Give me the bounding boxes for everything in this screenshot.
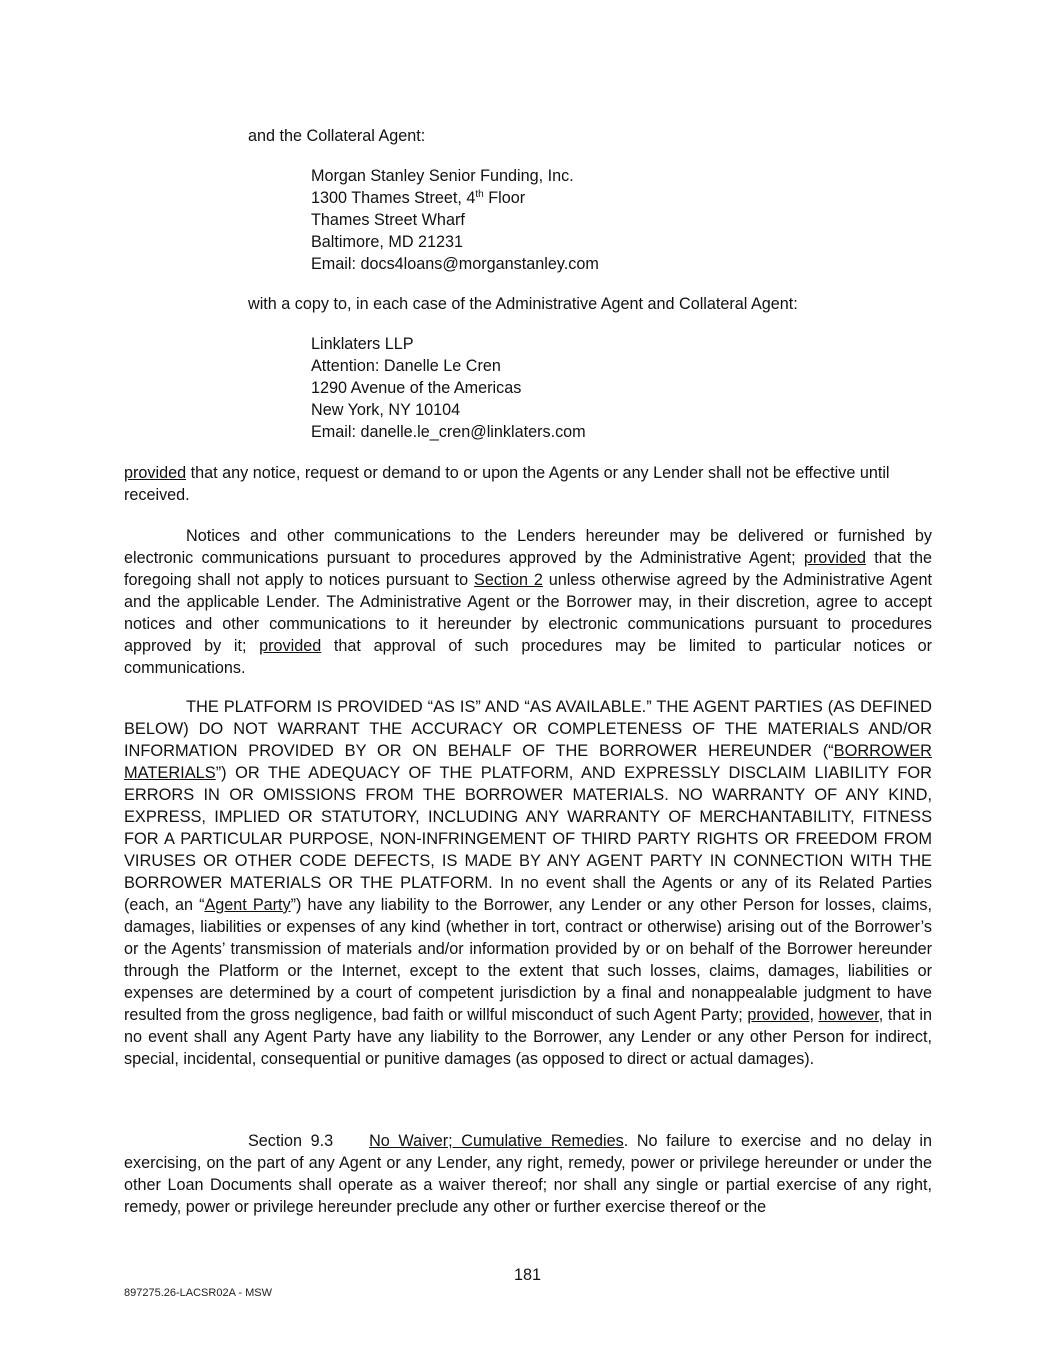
- collateral-agent-intro: and the Collateral Agent:: [248, 127, 426, 145]
- address-line: 1290 Avenue of the Americas: [311, 379, 522, 397]
- platform-disclaimer-paragraph: THE PLATFORM IS PROVIDED “AS IS” AND “AS AVAILABLE.” THE AGENT PARTIES (AS DEFINED BELOW) DO NOT WARRANT THE ACCURACY OR COMPLETENESS OF THE MATERIALS AND/OR INFORMATION PROVIDED BY OR ON BEHALF OF THE BORROWER HEREUNDER (“BORROWER MATERIALS”) OR THE ADEQUACY OF THE PLATFORM, AND EXPRESSLY DISCLAIM LIABILITY FOR ERRORS IN OR OMISSIONS FROM THE BORROWER MATERIALS. NO WARRANTY OF ANY KIND, EXPRESS, IMPLIED OR STATUTORY, INCLUDING ANY WARRANTY OF MERCHANTABILITY, FITNESS FOR A PARTICULAR PURPOSE, NON-INFRINGEMENT OF THIRD PARTY RIGHTS OR FREEDOM FROM VIRUSES OR OTHER CODE DEFECTS, IS MADE BY ANY AGENT PARTY IN CONNECTION WITH THE BORROWER MATERIALS OR THE PLATFORM. In no event shall the Agents or any of its Related Parties (each, an “Agent Party”) have any liability to the Borrower, any Lender or any other Person for losses, claims, damages, liabilities or expenses of any kind (whether in tort, contract or otherwise) arising out of the Borrower’s or the Agents’ transmission of materials and/or information provided by or on behalf of the Borrower hereunder through the Platform or the Internet, except to the extent that such losses, claims, damages, liabilities or expenses are determined by a court of competent jurisdiction by a final and nonappealable judgment to have resulted from the gross negligence, bad faith or willful misconduct of such Agent Party; provided, however, that in no event shall any Agent Party have any liability to the Borrower, any Lender or any other Person for indirect, special, incidental, consequential or punitive damages (as opposed to direct or actual damages).: [124, 698, 932, 1068]
- address-line: Thames Street Wharf: [311, 211, 465, 229]
- address-email: Email: docs4loans@morganstanley.com: [311, 255, 599, 273]
- section-9-3: Section 9.3 No Waiver; Cumulative Remedies. No failure to exercise and no delay in exercising, on the part of any Agent or any Lender, any right, remedy, power or privilege hereunder or under the other Loan Documents shall operate as a waiver thereof; nor shall any single or partial exercise of any right, remedy, power or privilege hereunder preclude any other or further exercise thereof or the: [124, 1132, 932, 1216]
- address-line: Linklaters LLP: [311, 335, 414, 353]
- section-heading: No Waiver; Cumulative Remedies: [369, 1132, 624, 1150]
- address-line: Morgan Stanley Senior Funding, Inc.: [311, 167, 574, 185]
- address-line: 1300 Thames Street, 4th Floor: [311, 189, 526, 207]
- notices-paragraph: Notices and other communications to the Lenders hereunder may be delivered or furnished by electronic communications pursuant to procedures approved by the Administrative Agent; provided that the foregoing shall not apply to notices pursuant to Section 2 unless otherwise agreed by the Administrative Agent and the applicable Lender. The Administrative Agent or the Borrower may, in their discretion, agree to accept notices and other communications to it hereunder by electronic communications pursuant to procedures approved by it; provided that approval of such procedures may be limited to particular notices or communications.: [124, 527, 933, 677]
- linklaters-address: [311, 333, 586, 443]
- address-line: New York, NY 10104: [311, 401, 461, 419]
- address-line: Attention: Danelle Le Cren: [311, 357, 501, 375]
- copy-to-intro: with a copy to, in each case of the Administrative Agent and Collateral Agent:: [248, 295, 798, 313]
- address-line: Baltimore, MD 21231: [311, 233, 464, 251]
- collateral-agent-address: [311, 165, 599, 275]
- section-number: Section 9.3: [248, 1132, 334, 1150]
- provided-paragraph: provided that any notice, request or demand to or upon the Agents or any Lender shall not be effective until received.: [124, 464, 890, 504]
- document-footer-code: 897275.26-LACSR02A - MSW: [124, 1287, 272, 1299]
- address-email: Email: danelle.le_cren@linklaters.com: [311, 423, 586, 441]
- page-number: 181: [513, 1266, 541, 1284]
